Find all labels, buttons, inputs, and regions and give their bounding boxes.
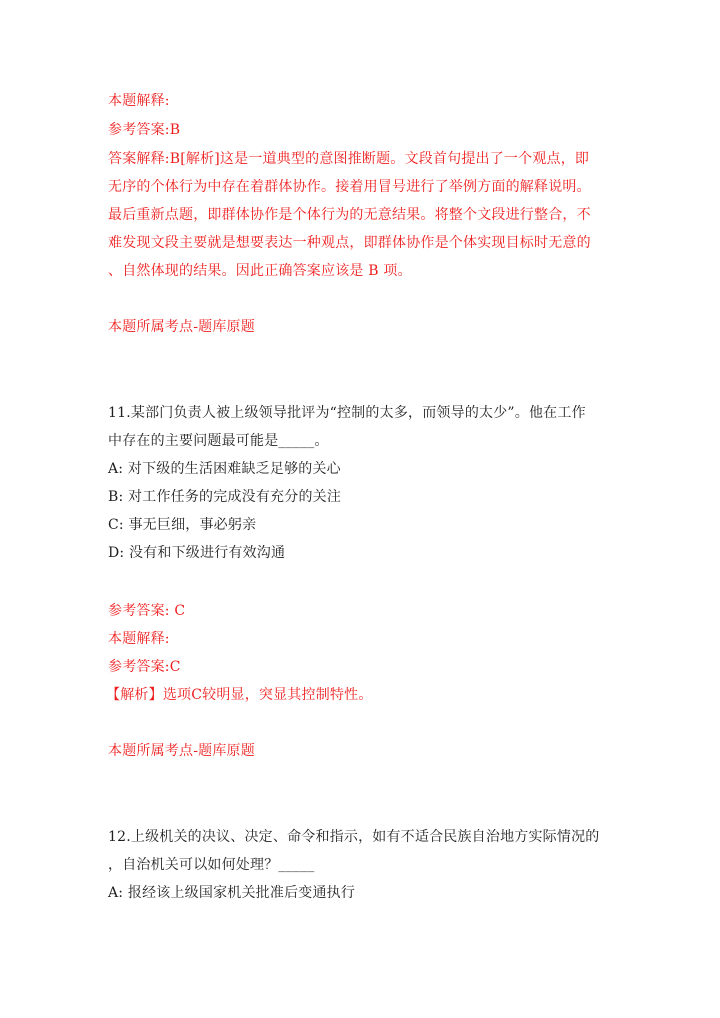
reference-answer: 参考答案:C xyxy=(108,659,181,675)
option-d: D: 没有和下级进行有效沟通 xyxy=(108,545,286,561)
explanation-label: 本题解释: xyxy=(108,631,170,647)
question-source: 本题所属考点-题库原题 xyxy=(108,743,255,759)
option-c: C: 事无巨细，事必躬亲 xyxy=(108,517,257,533)
analysis-line: 、自然体现的结果。因此正确答案应该是 B 项。 xyxy=(108,263,412,279)
analysis-line: 难发现文段主要就是想要表达一种观点，即群体协作是个体实现目标时无意的 xyxy=(108,235,591,251)
explanation-label: 本题解释: xyxy=(108,93,170,109)
question-source: 本题所属考点-题库原题 xyxy=(108,319,255,335)
analysis-line: 无序的个体行为中存在着群体协作。接着用冒号进行了举例方面的解释说明。 xyxy=(108,179,591,195)
reference-answer: 参考答案:B xyxy=(108,122,181,138)
analysis-tag: 【解析】 xyxy=(106,687,163,703)
reference-answer-summary: 参考答案: C xyxy=(108,603,186,619)
question-stem-line: 12.上级机关的决议、决定、命令和指示，如有不适合民族自治地方实际情况的 xyxy=(108,829,600,845)
question-stem-line: 中存在的主要问题最可能是_____。 xyxy=(108,433,329,449)
option-b: B: 对工作任务的完成没有充分的关注 xyxy=(108,489,342,505)
question-stem-line: ，自治机关可以如何处理？_____ xyxy=(108,857,315,873)
option-a: A: 对下级的生活困难缺乏足够的关心 xyxy=(108,461,341,477)
question-stem-line: 11.某部门负责人被上级领导批评为“控制的太多，而领导的太少”。他在工作 xyxy=(108,405,586,421)
analysis-line xyxy=(106,685,373,705)
analysis-text: 选项C较明显，突显其控制特性。 xyxy=(162,687,373,703)
option-a: A: 报经该上级国家机关批准后变通执行 xyxy=(108,885,356,901)
analysis-line: 最后重新点题，即群体协作是个体行为的无意结果。将整个文段进行整合，不 xyxy=(108,207,591,223)
analysis-line: 答案解释:B[解析]这是一道典型的意图推断题。文段首句提出了一个观点，即 xyxy=(108,151,590,167)
